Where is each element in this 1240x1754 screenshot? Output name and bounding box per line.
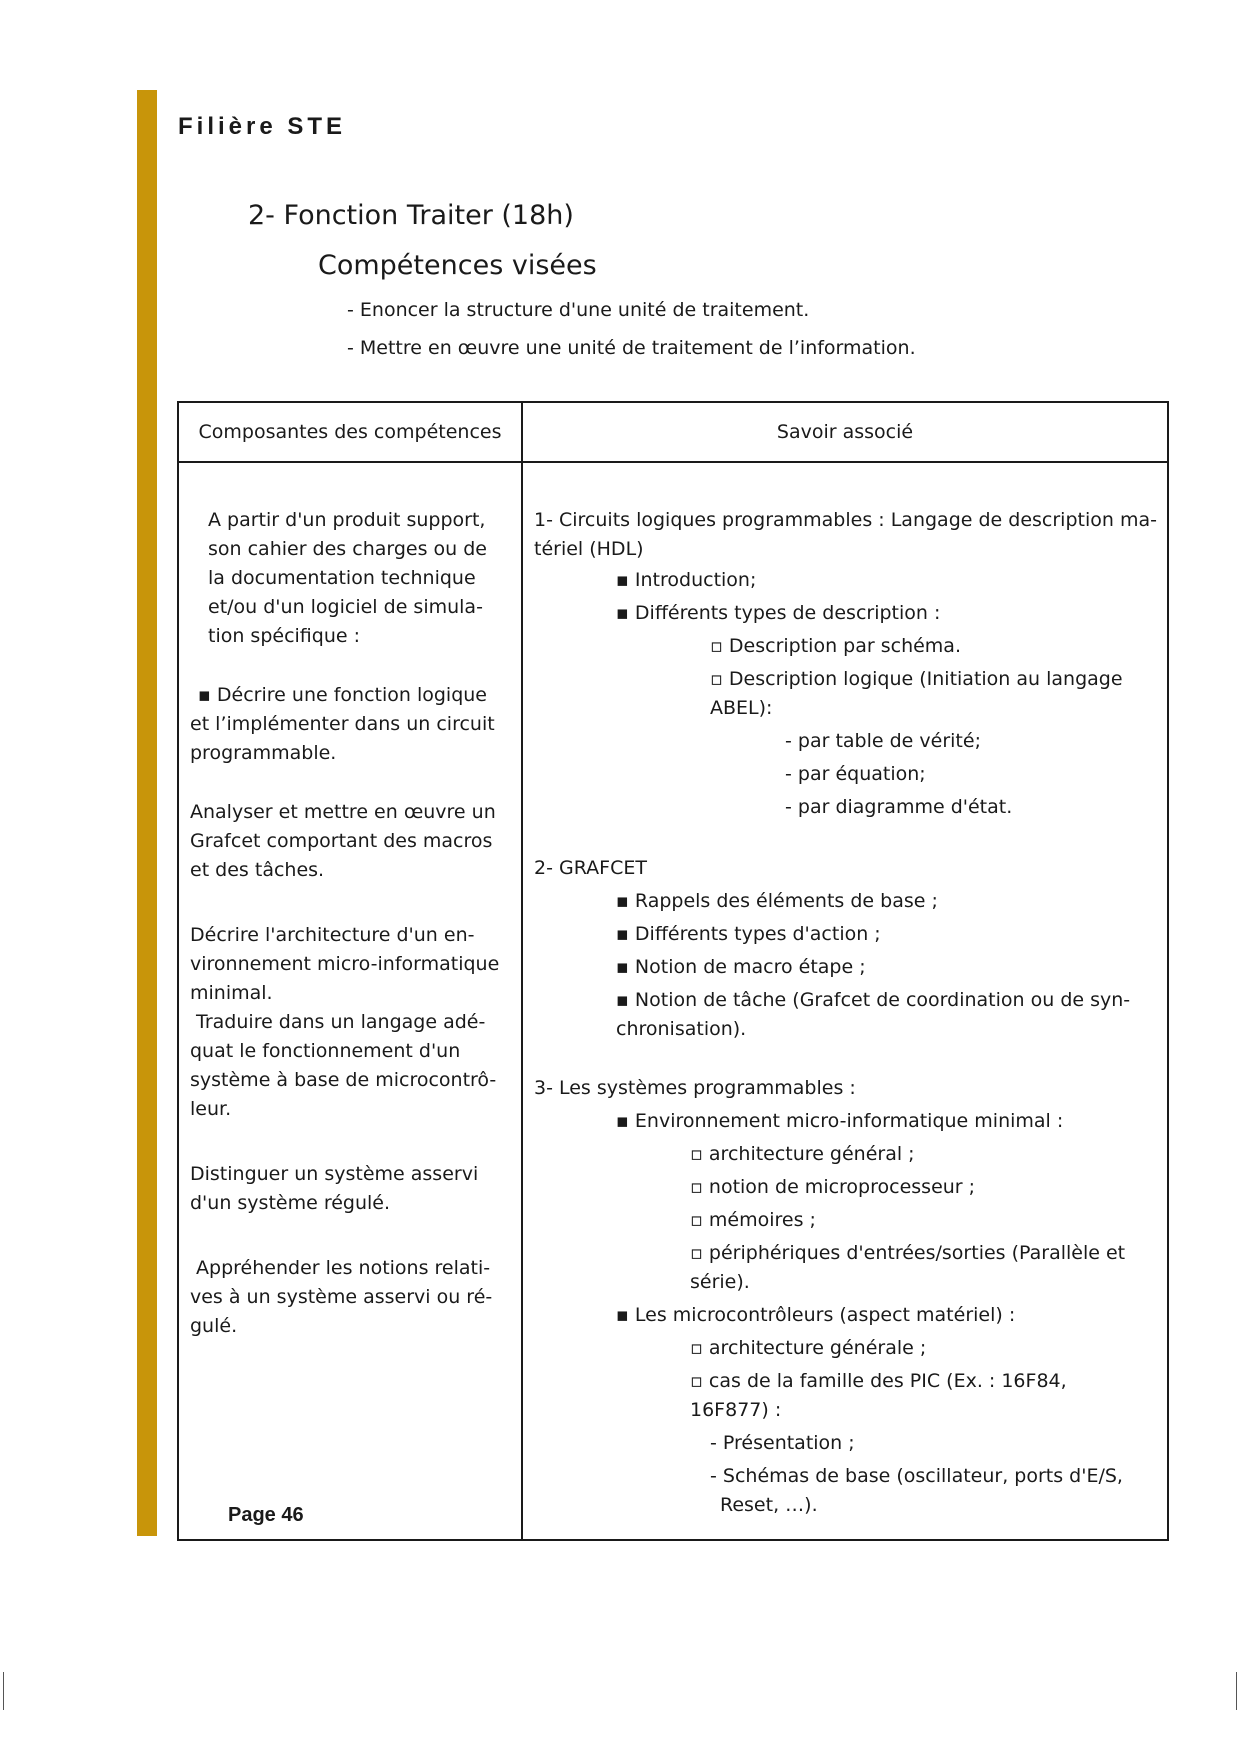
competence-item — [190, 798, 510, 885]
text-line: gulé. — [190, 1315, 238, 1337]
sub-bullet-item: ▫ Description par schéma. — [710, 635, 961, 657]
intro-block — [190, 506, 510, 651]
competence-item — [190, 1160, 510, 1218]
section-subtitle: Compétences visées — [318, 250, 597, 281]
savoir-section-2 — [534, 854, 1156, 1044]
text-line: la documentation technique — [208, 567, 476, 589]
detail-item: - Présentation ; — [710, 1432, 855, 1454]
text-line: ves à un système asservi ou ré- — [190, 1286, 493, 1308]
text-line: Appréhender les notions relati- — [190, 1257, 491, 1279]
text-line: et/ou d'un logiciel de simula- — [208, 596, 483, 618]
header-savoir: Savoir associé — [522, 402, 1168, 462]
text-line: son cahier des charges ou de — [208, 538, 487, 560]
competences-table — [177, 401, 1169, 1541]
text-line: et l’implémenter dans un circuit — [190, 713, 495, 735]
competence-item — [190, 1008, 510, 1124]
bullet-item: ▪ Différents types de description : — [616, 602, 941, 624]
savoir-cell — [522, 462, 1168, 1540]
text-line: système à base de microcontrô- — [190, 1069, 497, 1091]
bullet-item: ▪ Différents types d'action ; — [616, 923, 881, 945]
bullet-item: ▪ Introduction; — [616, 569, 757, 591]
text-line: tion spécifique : — [208, 625, 361, 647]
composantes-cell — [178, 462, 522, 1540]
text-line: minimal. — [190, 982, 273, 1004]
sub-bullet-item: ▫ architecture général ; — [690, 1143, 915, 1165]
bullet-item: ▪ Environnement micro-informatique minimal : — [616, 1110, 1064, 1132]
detail-item: - par diagramme d'état. — [785, 796, 1013, 818]
text-line: d'un système régulé. — [190, 1192, 391, 1214]
sub-bullet-item: ▫ mémoires ; — [690, 1209, 816, 1231]
section-heading: 3- Les systèmes programmables : — [534, 1077, 856, 1099]
text-line: quat le fonctionnement d'un — [190, 1040, 461, 1062]
savoir-section-1 — [534, 506, 1156, 822]
text-line: Traduire dans un langage adé- — [190, 1011, 486, 1033]
competence-item — [190, 681, 510, 768]
sub-bullet-item: ▫ cas de la famille des PIC (Ex. : 16F84, — [690, 1370, 1067, 1392]
savoir-section-3 — [534, 1074, 1156, 1520]
objectives-list — [347, 297, 916, 373]
text-line: Grafcet comportant des macros — [190, 830, 493, 852]
detail-item: - Schémas de base (oscillateur, ports d'E/S, — [710, 1465, 1123, 1487]
text-line: ▪ Décrire une fonction logique — [198, 684, 487, 706]
objective-item: - Mettre en œuvre une unité de traitement de l’information. — [347, 337, 916, 359]
bullet-item: ▪ Les microcontrôleurs (aspect matériel) : — [616, 1304, 1016, 1326]
text-line: vironnement micro-informatique — [190, 953, 500, 975]
sub-bullet-item: série). — [690, 1271, 750, 1293]
bullet-item: ▪ Notion de macro étape ; — [616, 956, 866, 978]
section-heading: tériel (HDL) — [534, 538, 644, 560]
text-line: Décrire l'architecture d'un en- — [190, 924, 475, 946]
text-line: et des tâches. — [190, 859, 325, 881]
crop-mark-right — [1236, 1672, 1237, 1710]
bullet-item: ▪ Notion de tâche (Grafcet de coordination ou de syn- — [616, 989, 1131, 1011]
section-title: 2- Fonction Traiter (18h) — [248, 200, 574, 231]
sub-bullet-item: 16F877) : — [690, 1399, 782, 1421]
crop-mark-left — [3, 1672, 4, 1710]
objective-item: - Enoncer la structure d'une unité de traitement. — [347, 299, 810, 321]
text-line: programmable. — [190, 742, 337, 764]
table-body-row — [178, 462, 1168, 1540]
sub-bullet-item: ▫ architecture générale ; — [690, 1337, 927, 1359]
detail-item: - par table de vérité; — [785, 730, 981, 752]
detail-item: - par équation; — [785, 763, 926, 785]
bullet-item: chronisation). — [616, 1018, 747, 1040]
competence-item — [190, 921, 510, 1008]
header-composantes: Composantes des compétences — [178, 402, 522, 462]
table-header-row — [178, 402, 1168, 462]
detail-item: Reset, …). — [720, 1494, 818, 1516]
competence-item — [190, 1254, 510, 1341]
filiere-header: Filière STE — [178, 113, 347, 140]
sub-bullet-item: ▫ notion de microprocesseur ; — [690, 1176, 976, 1198]
accent-sidebar-bar — [137, 90, 157, 1536]
section-heading: 1- Circuits logiques programmables : Langage de description ma- — [534, 509, 1157, 531]
sub-bullet-item: ▫ périphériques d'entrées/sorties (Parallèle et — [690, 1242, 1126, 1264]
text-line: Distinguer un système asservi — [190, 1163, 479, 1185]
sub-bullet-item: ▫ Description logique (Initiation au langage — [710, 668, 1123, 690]
text-line: A partir d'un produit support, — [208, 509, 486, 531]
section-heading: 2- GRAFCET — [534, 857, 647, 879]
text-line: Analyser et mettre en œuvre un — [190, 801, 496, 823]
text-line: leur. — [190, 1098, 232, 1120]
sub-bullet-item: ABEL): — [710, 697, 773, 719]
bullet-item: ▪ Rappels des éléments de base ; — [616, 890, 938, 912]
page-number: Page 46 — [228, 1504, 304, 1526]
